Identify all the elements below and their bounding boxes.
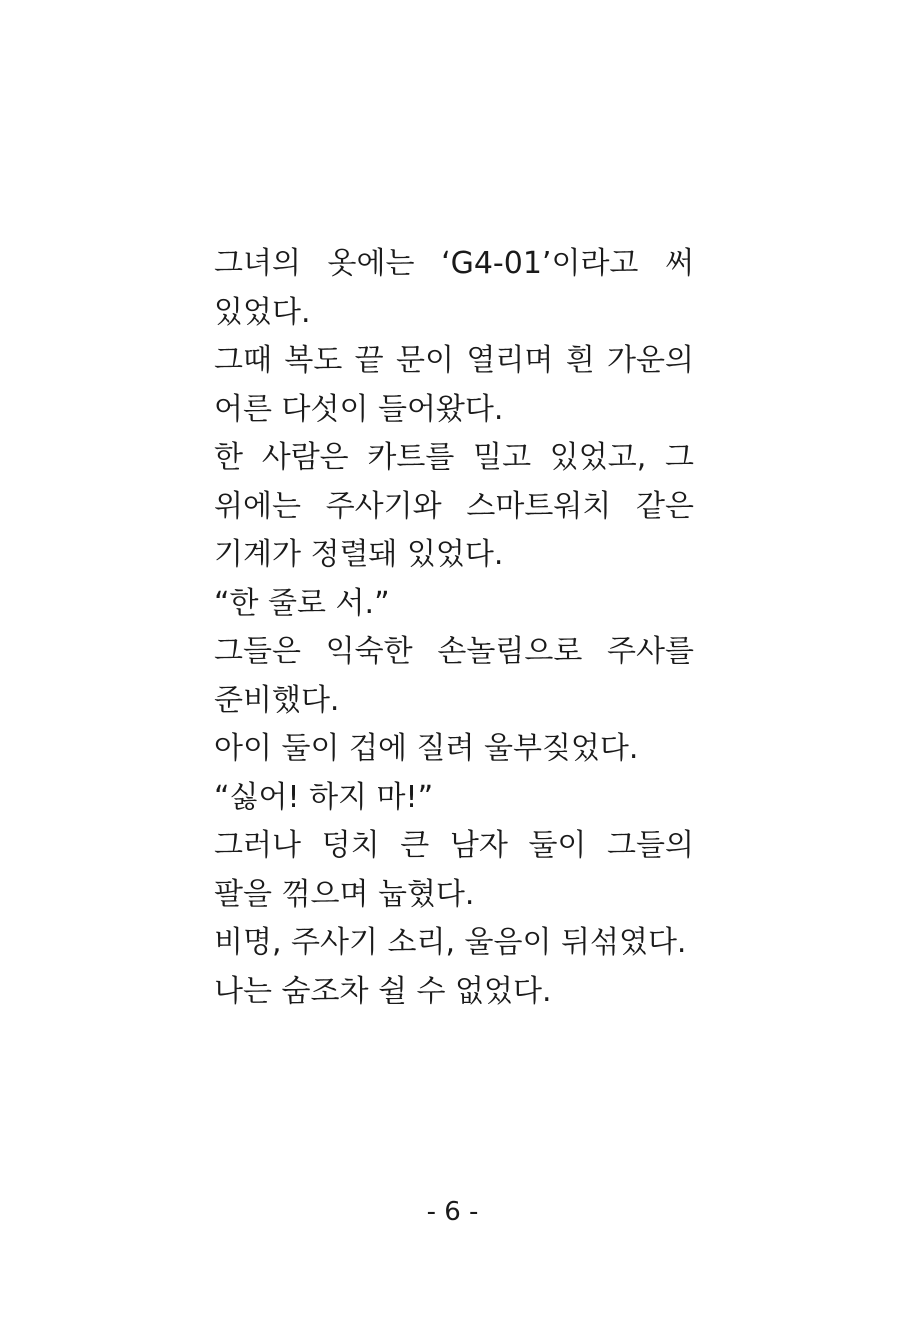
paragraph: 아이 둘이 겁에 질려 울부짖었다. — [214, 731, 639, 766]
paragraph: “싫어! 하지 마!” — [214, 779, 434, 815]
paragraph: 그때 복도 끝 문이 열리며 흰 가운의 어른 다섯이 들어왔다. — [214, 343, 694, 427]
paragraph: 그녀의 옷에는 ‘G4-01’이라고 써 있었다. — [214, 246, 694, 330]
paragraph: “한 줄로 서.” — [214, 585, 390, 621]
body-text — [214, 240, 694, 1016]
paragraph: 그들은 익숙한 손놀림으로 주사를 준비했다. — [214, 634, 694, 718]
paragraph: 한 사람은 카트를 밀고 있었고, 그 위에는 주사기와 스마트워치 같은 기계가 정렬돼 있었다. — [214, 440, 694, 572]
paragraph: 나는 숨조차 쉴 수 없었다. — [214, 973, 552, 1009]
page-number: - 6 - — [426, 1197, 479, 1227]
paragraph: 그러나 덩치 큰 남자 둘이 그들의 팔을 꺾으며 눕혔다. — [214, 828, 694, 912]
paragraph: 비명, 주사기 소리, 울음이 뒤섞였다. — [214, 925, 687, 960]
